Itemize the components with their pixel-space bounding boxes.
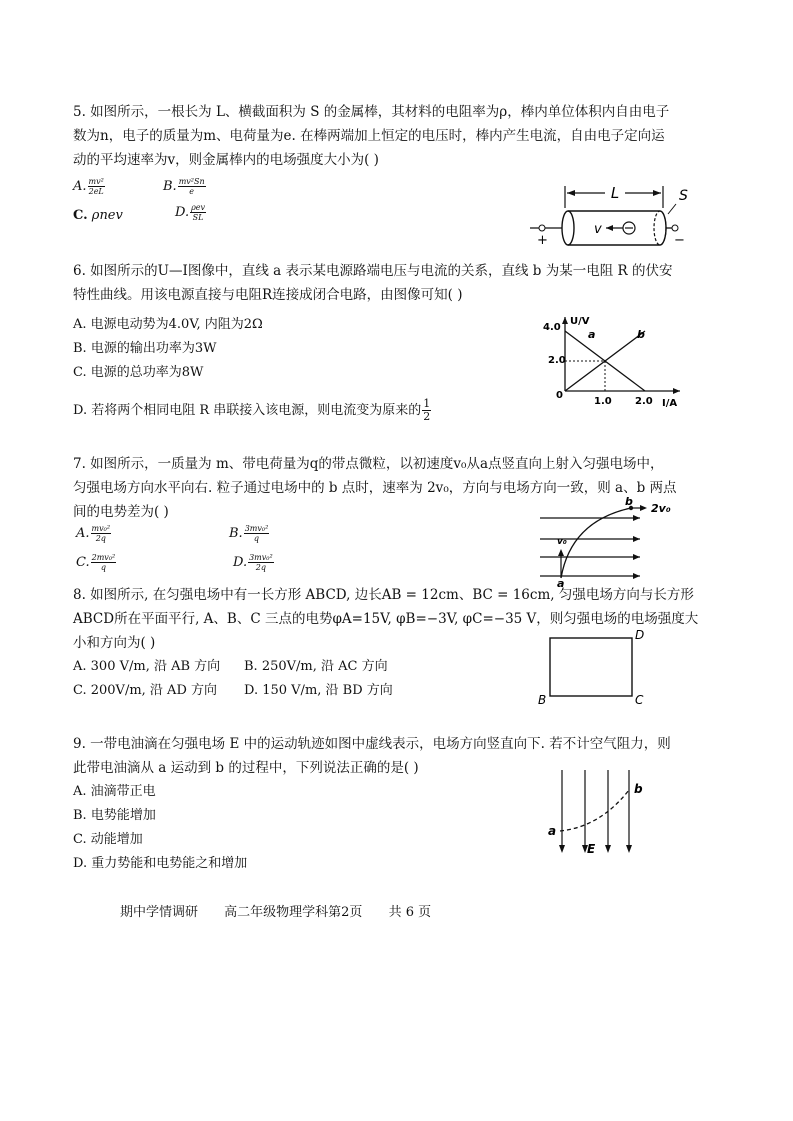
q7-velocity-v0: v₀ (557, 537, 567, 547)
q6-origin: 0 (556, 390, 563, 401)
q5-option-c[interactable]: C. ρnev (73, 208, 123, 223)
q7-point-a: a (557, 577, 565, 588)
q5-option-a[interactable]: A. $\frac{\text{mv²}}{2eL}$ (73, 177, 104, 196)
q7-velocity-2v0: 2v₀ (651, 502, 671, 515)
footer-total-pages: 共 6 页 (388, 905, 432, 920)
q8-option-c[interactable]: C. 200V/m, 沿 AD 方向 (73, 683, 217, 698)
q6-y-tick-2: 2.0 (548, 355, 566, 366)
q5-stem-line3: 动的平均速率为v，则金属棒内的电场强度大小为( ) (73, 152, 379, 168)
q8-option-d[interactable]: D. 150 V/m, 沿 BD 方向 (244, 683, 393, 698)
q8-stem-line2: ABCD所在平面平行, A、B、C 三点的电势φA=15V, φB=−3V, φC=−35 V，则匀强电场的电场强度大 (73, 611, 699, 627)
q6-x-axis-label: I/A (662, 398, 678, 409)
q8-vertex-d: D (635, 628, 645, 642)
q7-stem-line3: 间的电势差为( ) (73, 504, 169, 520)
q9-stem-line1: 9. 一带电油滴在匀强电场 E 中的运动轨迹如图中虚线表示，电场方向竖直向下. 若不计空气阻力，则 (73, 736, 671, 752)
q6-y-tick-4: 4.0 (543, 322, 561, 333)
q7-option-c[interactable]: C. $\frac{\text{2mv₀²}}{q}$ (76, 553, 116, 572)
q5-area-label: S (679, 188, 688, 204)
q7-option-a[interactable]: A. $\frac{\text{mv₀²}}{2q}$ (76, 524, 111, 543)
page-footer (120, 901, 453, 920)
q9-stem-line2: 此带电油滴从 a 运动到 b 的过程中，下列说法正确的是( ) (73, 760, 419, 776)
q5-stem-line1: 5. 如图所示，一根长为 L、横截面积为 S 的金属棒，其材料的电阻率为ρ，棒内单位体积内自由电子 (73, 104, 670, 120)
q9-option-a[interactable]: A. 油滴带正电 (73, 784, 156, 799)
q9-figure-field (540, 765, 650, 860)
q7-option-b[interactable]: B. $\frac{\text{3mv₀²}}{q}$ (229, 524, 269, 543)
q6-ui-graph (540, 312, 690, 412)
q6-x-tick-1: 1.0 (594, 396, 612, 407)
q5-velocity-label: v (594, 222, 602, 237)
q9-field-e: E (587, 842, 596, 856)
q6-stem-line2: 特性曲线。用该电源直接与电阻R连接成闭合电路，由图像可知( ) (73, 287, 463, 303)
q6-x-tick-2: 2.0 (635, 396, 653, 407)
q5-option-b[interactable]: B. $\frac{\text{mv²Sn}}{e}$ (163, 177, 205, 196)
footer-exam-name: 期中学情调研 (120, 905, 199, 920)
q5-length-label: L (610, 184, 620, 202)
q9-option-b[interactable]: B. 电势能增加 (73, 808, 156, 823)
q7-figure-field (535, 496, 705, 588)
q9-point-b: b (634, 782, 643, 796)
q5-plus-terminal: + (537, 233, 548, 248)
q8-vertex-c: C (635, 693, 644, 707)
q9-option-c[interactable]: C. 动能增加 (73, 832, 143, 847)
q8-stem-line1: 8. 如图所示, 在匀强电场中有一长方形 ABCD, 边长AB = 12cm、BC = 16cm, 匀强电场方向与长方形 (73, 587, 694, 603)
q7-option-d[interactable]: D. $\frac{\text{3mv₀²}}{2q}$ (233, 553, 273, 572)
q6-stem-line1: 6. 如图所示的U—I图像中，直线 a 表示某电源路端电压与电流的关系，直线 b 为某一电阻 R 的伏安 (73, 263, 673, 279)
q6-option-a[interactable]: A. 电源电动势为4.0V, 内阻为2Ω (73, 317, 263, 332)
q6-option-c[interactable]: C. 电源的总功率为8W (73, 365, 204, 380)
q6-line-b-label: b (637, 328, 645, 341)
q7-point-b: b (625, 496, 633, 508)
q5-stem-line2: 数为n，电子的质量为m、电荷量为e. 在棒两端加上恒定的电压时，棒内产生电流，自由电子定向运 (73, 128, 665, 144)
q7-stem-line2: 匀强电场方向水平向右. 粒子通过电场中的 b 点时，速率为 2v₀，方向与电场方向一致，则 a、b 两点 (73, 480, 677, 496)
q9-option-d[interactable]: D. 重力势能和电势能之和增加 (73, 856, 248, 871)
q6-y-axis-label: U/V (570, 316, 590, 327)
q8-stem-line3: 小和方向为( ) (73, 635, 156, 651)
footer-page-info: 高二年级物理学科第2页 (224, 905, 363, 920)
q6-line-a-label: a (588, 328, 596, 341)
q7-stem-line1: 7. 如图所示，一质量为 m、带电荷量为q的带点微粒，以初速度v₀从a点竖直向上射入匀强电场中， (73, 456, 664, 472)
q8-vertex-b: B (538, 693, 547, 707)
q6-option-b[interactable]: B. 电源的输出功率为3W (73, 341, 217, 356)
q8-option-a[interactable]: A. 300 V/m, 沿 AB 方向 (73, 659, 221, 674)
q8-figure-rectangle (535, 628, 655, 708)
q8-option-b[interactable]: B. 250V/m, 沿 AC 方向 (244, 659, 388, 674)
q5-figure-metal-rod (530, 178, 700, 253)
q9-point-a: a (548, 824, 557, 838)
q5-option-d[interactable]: D. $\frac{\text{ρev}}{SL}$ (175, 203, 206, 222)
q5-minus-terminal: − (674, 233, 685, 248)
q6-option-d[interactable]: D. 若将两个相同电阻 R 串联接入该电源，则电流变为原来的 $\frac{1}{2}$ (73, 397, 431, 423)
